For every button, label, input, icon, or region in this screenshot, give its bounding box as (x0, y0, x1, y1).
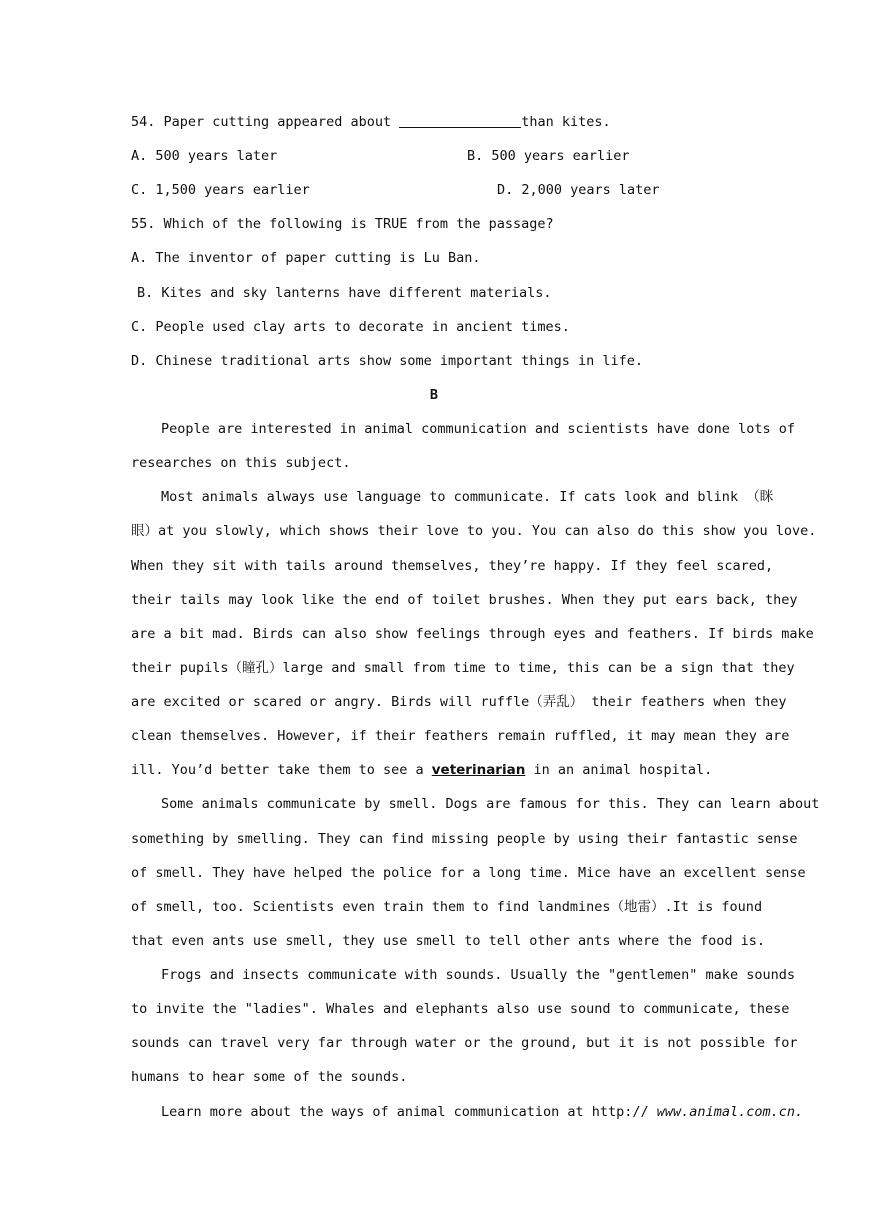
passage-line: their tails may look like the end of toilet brushes. When they put ears back, they (131, 592, 798, 608)
passage-line: researches on this subject. (131, 455, 351, 471)
q54-stem-end: than kites. (521, 114, 611, 130)
passage-line: Some animals communicate by smell. Dogs are famous for this. They can learn about (161, 796, 820, 812)
q54-option-c: C. 1,500 years earlier (131, 182, 310, 198)
passage-line: something by smelling. They can find missing people by using their fantastic sense (131, 831, 798, 847)
passage-line: humans to hear some of the sounds. (131, 1069, 408, 1085)
keyword-veterinarian: veterinarian (431, 762, 526, 778)
question-54-stem (131, 112, 737, 132)
passage-line: 眼）at you slowly, which shows their love to you. You can also do this show you love. (131, 523, 817, 539)
passage-line (131, 760, 737, 780)
passage-line: People are interested in animal communication and scientists have done lots of (161, 421, 795, 437)
passage-line: of smell, too. Scientists even train them to find landmines（地雷）.It is found (131, 899, 763, 915)
passage-line (161, 1102, 804, 1122)
q55-option-b: B. Kites and sky lanterns have different materials. (137, 285, 552, 301)
passage-line: that even ants use smell, they use smell to tell other ants where the food is. (131, 933, 765, 949)
passage-line: Most animals always use language to communicate. If cats look and blink （眯 (161, 489, 774, 505)
question-55-stem: 55. Which of the following is TRUE from the passage? (131, 216, 554, 232)
passage-line: are excited or scared or angry. Birds will ruffle（弄乱） their feathers when they (131, 694, 787, 710)
section-heading: B (429, 387, 439, 403)
passage-line: are a bit mad. Birds can also show feelings through eyes and feathers. If birds make (131, 626, 814, 642)
line-text: Learn more about the ways of animal communication at http:// (161, 1104, 657, 1120)
passage-line: clean themselves. However, if their feathers remain ruffled, it may mean they are (131, 728, 790, 744)
passage-line: sounds can travel very far through water or the ground, but it is not possible for (131, 1035, 798, 1051)
q54-option-b: B. 500 years earlier (467, 148, 630, 164)
line-text: in an animal hospital. (525, 762, 713, 778)
q55-option-d: D. Chinese traditional arts show some important things in life. (131, 353, 644, 369)
website-url: www.animal.com.cn. (656, 1104, 804, 1120)
passage-line: to invite the "ladies". Whales and elephants also use sound to communicate, these (131, 1001, 790, 1017)
line-text: ill. You’d better take them to see a (131, 762, 432, 778)
passage-line: of smell. They have helped the police for a long time. Mice have an excellent sense (131, 865, 806, 881)
passage-line: their pupils（瞳孔）large and small from time to time, this can be a sign that they (131, 660, 795, 676)
q54-option-a: A. 500 years later (131, 148, 278, 164)
answer-blank (399, 113, 521, 128)
passage-line: When they sit with tails around themselves, they’re happy. If they feel scared, (131, 558, 774, 574)
q55-option-c: C. People used clay arts to decorate in ancient times. (131, 319, 570, 335)
q54-option-d: D. 2,000 years later (497, 182, 660, 198)
passage-line: Frogs and insects communicate with sounds. Usually the "gentlemen" make sounds (161, 967, 795, 983)
q55-option-a: A. The inventor of paper cutting is Lu Ban. (131, 250, 481, 266)
q54-stem-start: 54. Paper cutting appeared about (131, 114, 400, 130)
